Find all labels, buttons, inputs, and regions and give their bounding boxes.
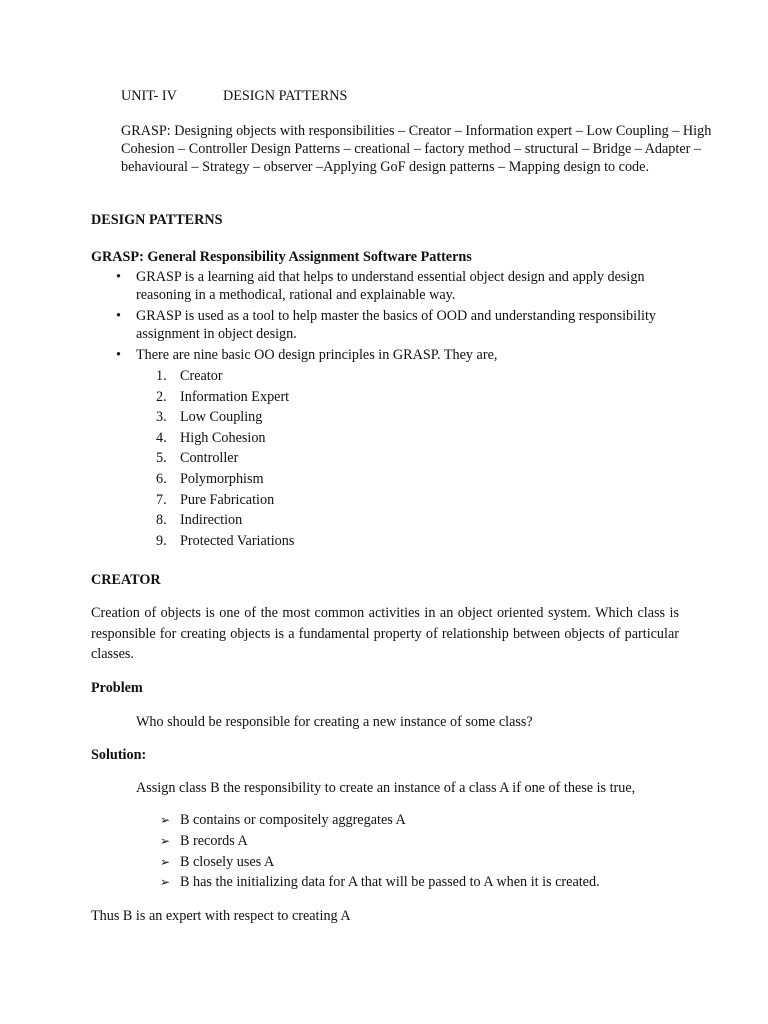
list-item (160, 832, 600, 853)
item-number: 7. (156, 491, 167, 508)
solution-heading: Solution: (91, 747, 147, 763)
condition-text: B contains or compositely aggregates A (180, 812, 406, 828)
list-item (136, 449, 691, 470)
solution-text: Assign class B the responsibility to create an instance of a class A if one of these is true, (136, 780, 636, 796)
list-item (160, 853, 600, 874)
problem-heading: Problem (91, 680, 143, 696)
arrow-bullet-icon: ➢ (160, 813, 171, 827)
bullet-icon: • (116, 269, 121, 285)
bullet-text: There are nine basic OO design principles in GRASP. They are, (136, 347, 498, 363)
arrow-bullet-icon: ➢ (160, 854, 171, 869)
list-item (160, 873, 600, 894)
condition-text: B closely uses A (180, 853, 275, 870)
list-item (136, 511, 691, 532)
principle-label: Protected Variations (180, 532, 295, 549)
principle-label: Low Coupling (180, 409, 263, 426)
principle-label: Indirection (180, 512, 243, 529)
principle-label: Creator (180, 368, 223, 384)
list-item (91, 346, 691, 552)
principle-label: Controller (180, 450, 239, 467)
item-number: 8. (156, 512, 167, 529)
bullet-text: GRASP is used as a tool to help master the basics of OOD and understanding responsibility assignment in object design. (136, 308, 657, 342)
list-item (136, 470, 691, 491)
grasp-heading: GRASP: General Responsibility Assignment Software Patterns (91, 249, 472, 265)
item-number: 9. (156, 532, 167, 549)
creator-conditions-list (160, 811, 600, 894)
list-item (136, 491, 691, 512)
bullet-text: GRASP is a learning aid that helps to understand essential object design and apply design reasoning in a methodical, rational and explainable way. (136, 269, 645, 303)
creator-conclusion: Thus B is an expert with respect to creating A (91, 908, 351, 924)
bullet-icon: • (116, 347, 121, 363)
creator-intro: Creation of objects is one of the most common activities in an object oriented system. Which class is responsible for creating objects is a fundamental property of relationship between objects of particular classes. (91, 605, 679, 662)
arrow-bullet-icon: ➢ (160, 875, 171, 890)
condition-text: B has the initializing data for A that will be passed to A when it is created. (180, 874, 600, 891)
item-number: 5. (156, 450, 167, 467)
grasp-bullet-list (91, 268, 691, 555)
condition-text: B records A (180, 832, 248, 849)
list-item (91, 307, 691, 343)
list-item (136, 388, 691, 409)
principle-label: Pure Fabrication (180, 491, 275, 508)
list-item (160, 811, 600, 832)
list-item (136, 408, 691, 429)
item-number: 6. (156, 470, 167, 487)
principles-list (136, 367, 691, 552)
problem-text: Who should be responsible for creating a new instance of some class? (136, 714, 533, 730)
bullet-icon: • (116, 308, 121, 324)
arrow-bullet-icon: ➢ (160, 833, 171, 848)
principle-label: High Cohesion (180, 429, 266, 446)
list-item (136, 429, 691, 450)
list-item (91, 268, 691, 304)
unit-title: DESIGN PATTERNS (223, 88, 348, 104)
design-patterns-heading: DESIGN PATTERNS (91, 212, 223, 228)
item-number: 3. (156, 409, 167, 426)
item-number: 1. (156, 368, 167, 384)
list-item (136, 367, 691, 388)
item-number: 2. (156, 388, 167, 405)
unit-header (121, 87, 347, 105)
item-number: 4. (156, 429, 167, 446)
principle-label: Information Expert (180, 388, 290, 405)
list-item (136, 532, 691, 553)
creator-heading: CREATOR (91, 572, 161, 588)
principle-label: Polymorphism (180, 470, 264, 487)
syllabus-paragraph: GRASP: Designing objects with responsibilities – Creator – Information expert – Low Coupling – High Cohesion – Controller Design Patterns – creational – factory method – structural – Bridge – Adapter – behavioural – Strategy – observer –Applying GoF design patterns – Mapping design to code. (121, 123, 712, 175)
unit-label: UNIT- IV (121, 88, 177, 104)
